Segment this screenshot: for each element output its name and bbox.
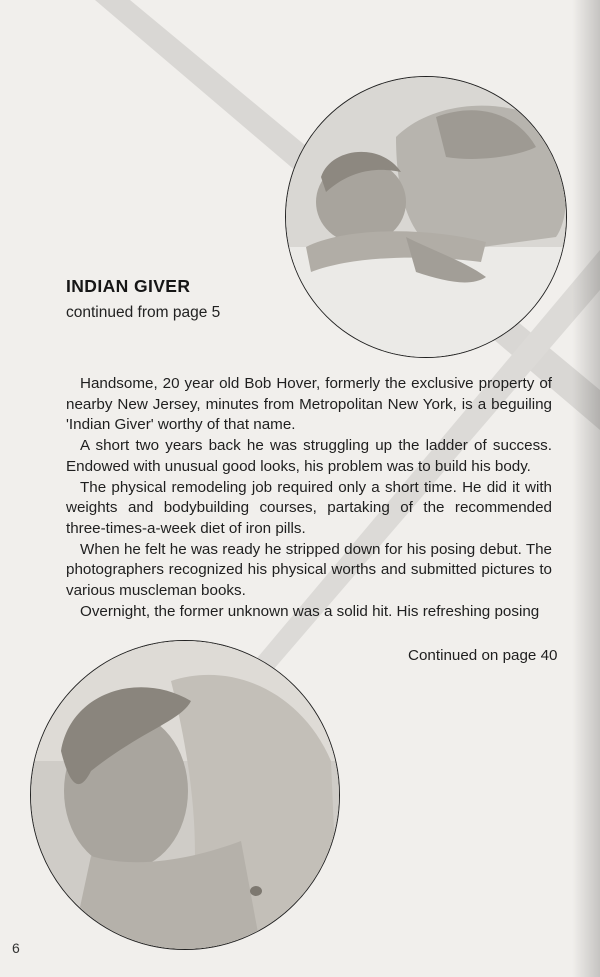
reclining-man-image: [286, 77, 566, 357]
top-circular-photo: [285, 76, 567, 358]
continued-note: Continued on page 40: [408, 647, 558, 664]
bottom-circular-photo: [30, 640, 340, 950]
article-body: [66, 374, 552, 622]
paragraph: Overnight, the former unknown was a solid hit. His refreshing posing: [80, 602, 540, 620]
binding-shadow: [572, 0, 600, 977]
paragraph: The physical remodeling job required only a short time. He did it with weights and bodybuilding courses, partaking of the recommended three-times-a-week diet of iron pills.: [66, 478, 552, 537]
page-number: 6: [12, 940, 20, 956]
paragraph: When he felt he was ready he stripped down for his posing debut. The photographers recognized his physical worths and submitted pictures to various muscleman books.: [66, 540, 552, 600]
portrait-man-image: [31, 641, 339, 949]
article-title: INDIAN GIVER: [66, 276, 191, 296]
paragraph: A short two years back he was struggling up the ladder of success. Endowed with unusual good looks, his problem was to build his body.: [66, 437, 552, 475]
article-subtitle: continued from page 5: [66, 304, 221, 321]
paragraph: Handsome, 20 year old Bob Hover, formerly the exclusive property of nearby New Jersey, minutes from Metropolitan New York, is a beguiling 'Indian Giver' worthy of that name.: [66, 375, 552, 434]
